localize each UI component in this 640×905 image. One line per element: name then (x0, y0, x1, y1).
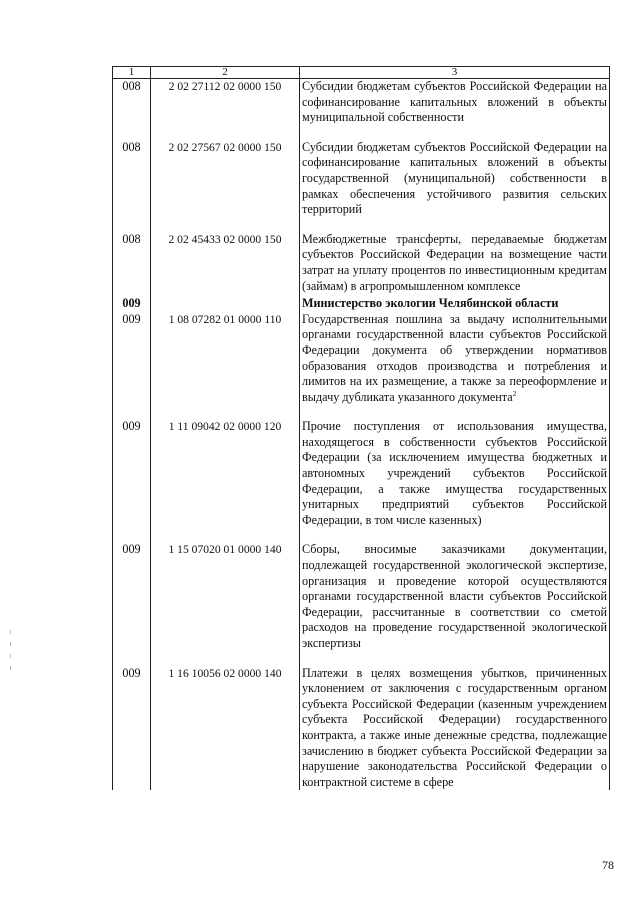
revenue-description: Государственная пошлина за выдачу исполнительными органами государственной власти субъектов Российской Федерации документа об утверждении нормативов образования отходов производства и потребления и лимитов на их размещение, а также за переоформление и выдачу дубликата указанного документа$^2$ (300, 312, 610, 406)
scan-margin-mark (10, 654, 11, 658)
admin-code: 009 (113, 312, 151, 406)
footnote-mark: 2 (512, 389, 517, 398)
section-row (113, 294, 610, 312)
scan-margin-mark (10, 666, 11, 670)
table-row (113, 405, 610, 528)
table-header-row (113, 67, 610, 79)
budget-code: 2 02 27567 02 0000 150 (151, 126, 300, 218)
scan-margin-mark (10, 642, 11, 646)
revenue-description: Прочие поступления от использования имущества, находящегося в собственности субъектов Российской Федерации (за исключением имущества бюджетных и автономных учреждений субъектов Российской Федерации, а также имущества государственных унитарных предприятий субъектов Российской Федерации, в том числе казенных) (300, 405, 610, 528)
budget-code: 2 02 27112 02 0000 150 (151, 79, 300, 126)
admin-code: 009 (113, 652, 151, 791)
budget-code: 1 15 07020 01 0000 140 (151, 528, 300, 651)
revenue-description: Сборы, вносимые заказчиками документации, подлежащей государственной экологической экспертизе, организация и проведение которой осуществляются органами государственной власти субъектов Российской Федерации, рассчитанные в соответствии со сметой расходов на проведение государственной экологической экспертизы (300, 528, 610, 651)
table-row (113, 528, 610, 651)
admin-code: 008 (113, 218, 151, 294)
admin-code: 008 (113, 79, 151, 126)
table-row (113, 312, 610, 406)
budget-code: 2 02 45433 02 0000 150 (151, 218, 300, 294)
header-col-2: 2 (151, 67, 300, 79)
page-number: 78 (602, 858, 614, 872)
section-admin-code: 009 (113, 294, 151, 312)
table-row (113, 79, 610, 126)
header-col-3: 3 (300, 67, 610, 79)
budget-code: 1 16 10056 02 0000 140 (151, 652, 300, 791)
revenue-description: Субсидии бюджетам субъектов Российской Федерации на софинансирование капитальных вложений в объекты муниципальной собственности (300, 79, 610, 126)
admin-code: 009 (113, 405, 151, 528)
table-row (113, 652, 610, 791)
section-title: Министерство экологии Челябинской области (300, 294, 610, 312)
revenue-description: Субсидии бюджетам субъектов Российской Федерации на софинансирование капитальных вложений в объекты государственной (муниципальной) собственности в рамках обеспечения устойчивого развития сельских территорий (300, 126, 610, 218)
admin-code: 008 (113, 126, 151, 218)
section-empty-cell (151, 294, 300, 312)
budget-code: 1 11 09042 02 0000 120 (151, 405, 300, 528)
scan-margin-mark (10, 630, 11, 634)
table-row (113, 218, 610, 294)
admin-code: 009 (113, 528, 151, 651)
budget-code: 1 08 07282 01 0000 110 (151, 312, 300, 406)
header-col-1: 1 (113, 67, 151, 79)
revenue-description: Платежи в целях возмещения убытков, причиненных уклонением от заключения с государственным органом субъекта Российской Федерации (казенным учреждением субъекта Российской Федерации) государственного контракта, а также иные денежные средства, подлежащие зачислению в бюджет субъекта Российской Федерации за нарушение законодательства Российской Федерации о контрактной системе в сфере (300, 652, 610, 791)
revenue-description: Межбюджетные трансферты, передаваемые бюджетам субъектов Российской Федерации на возмещение части затрат на уплату процентов по инвестиционным кредитам (займам) в агропромышленном комплексе (300, 218, 610, 294)
table-row (113, 126, 610, 218)
budget-codes-table (112, 66, 610, 790)
